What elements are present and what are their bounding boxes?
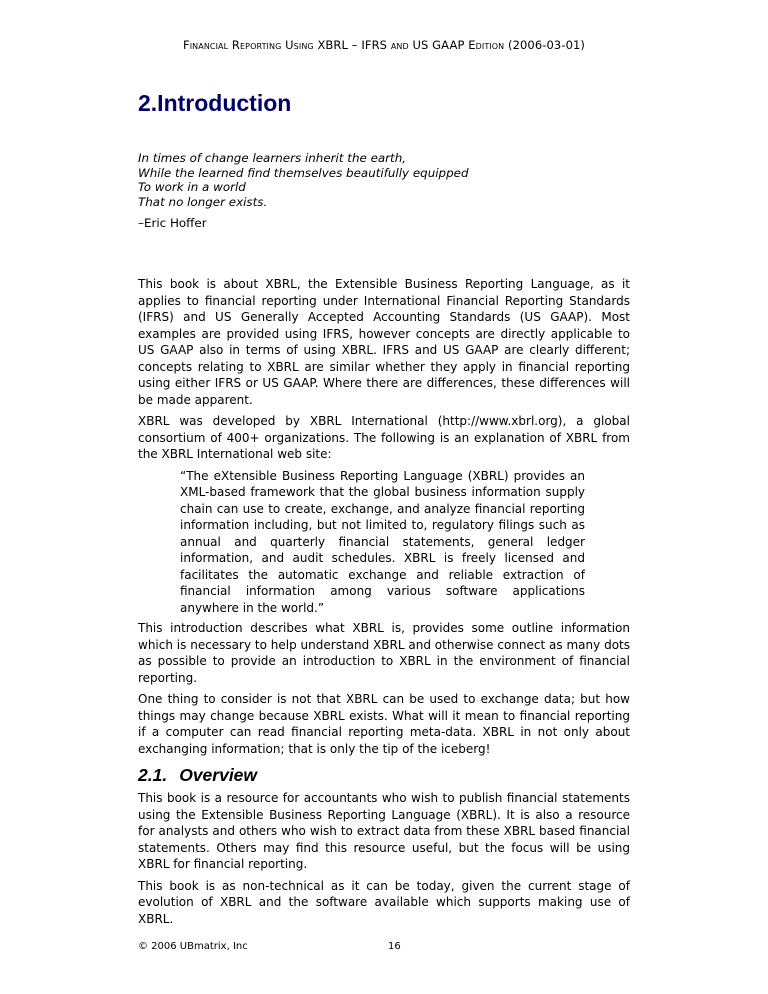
running-header-text: Financial Reporting Using XBRL – IFRS and US GAAP Edition (2006-03-01): [182, 38, 586, 52]
copyright: © 2006 UBmatrix, Inc: [138, 941, 248, 952]
running-header: [0, 38, 768, 52]
epigraph-line: That no longer exists.: [138, 194, 268, 209]
epigraph-line: While the learned find themselves beautifully equipped: [138, 165, 469, 180]
paragraph: This book is a resource for accountants who wish to publish financial statements using the Extensible Business Reporting Language (XBRL). It is also a resource for analysts and others who wish to extract data from these XBRL based financial statements. Others may find this resource useful, but the focus will be using XBRL for financial reporting.: [138, 791, 630, 871]
chapter-title: 2.Introduction: [138, 90, 292, 116]
section-title: Overview: [179, 765, 258, 785]
paragraph: XBRL was developed by XBRL International (http://www.xbrl.org), a global consortium of 400+ organizations. The following is an explanation of XBRL from the XBRL International web site:: [138, 414, 630, 461]
section-heading: [138, 765, 630, 786]
page-footer: [138, 941, 630, 952]
epigraph: [138, 151, 638, 209]
paragraph: This book is as non-technical as it can be today, given the current stage of evolution of XBRL and the software available which supports making use of XBRL.: [138, 878, 630, 926]
paragraph: This book is about XBRL, the Extensible Business Reporting Language, as it applies to financial reporting under International Financial Reporting Standards (IFRS) and US Generally Accepted Accounting Standards (US GAAP). Most examples are provided using IFRS, however concepts are directly applicable to US GAAP also in terms of using XBRL. IFRS and US GAAP are clearly different; concepts relating to XBRL are similar whether they apply in financial reporting using either IFRS or US GAAP. Where there are differences, these differences will be made apparent.: [138, 277, 630, 407]
paragraph: One thing to consider is not that XBRL can be used to exchange data; but how things may change because XBRL exists. What will it mean to financial reporting if a computer can read financial reporting meta-data. XBRL in not only about exchanging information; that is only the tip of the iceberg!: [138, 692, 630, 756]
epigraph-line: In times of change learners inherit the earth,: [138, 151, 407, 165]
epigraph-line: To work in a world: [138, 180, 246, 194]
page-number: 16: [388, 941, 401, 952]
epigraph-attribution: –Eric Hoffer: [138, 216, 207, 230]
block-quote: “The eXtensible Business Reporting Language (XBRL) provides an XML-based framework that the global business information supply chain can use to create, exchange, and analyze financial reporting information including, but not limited to, regulatory filings such as annual and quarterly financial statements, general ledger information, and audit schedules. XBRL is freely licensed and facilitates the automatic exchange and reliable extraction of financial information among various software applications anywhere in the world.”: [180, 468, 585, 615]
paragraph: This introduction describes what XBRL is, provides some outline information which is necessary to help understand XBRL and otherwise connect as many dots as possible to provide an introduction to XBRL in the environment of financial reporting.: [138, 621, 630, 685]
section-number: 2.1.: [138, 765, 168, 785]
body-text: [138, 276, 630, 932]
